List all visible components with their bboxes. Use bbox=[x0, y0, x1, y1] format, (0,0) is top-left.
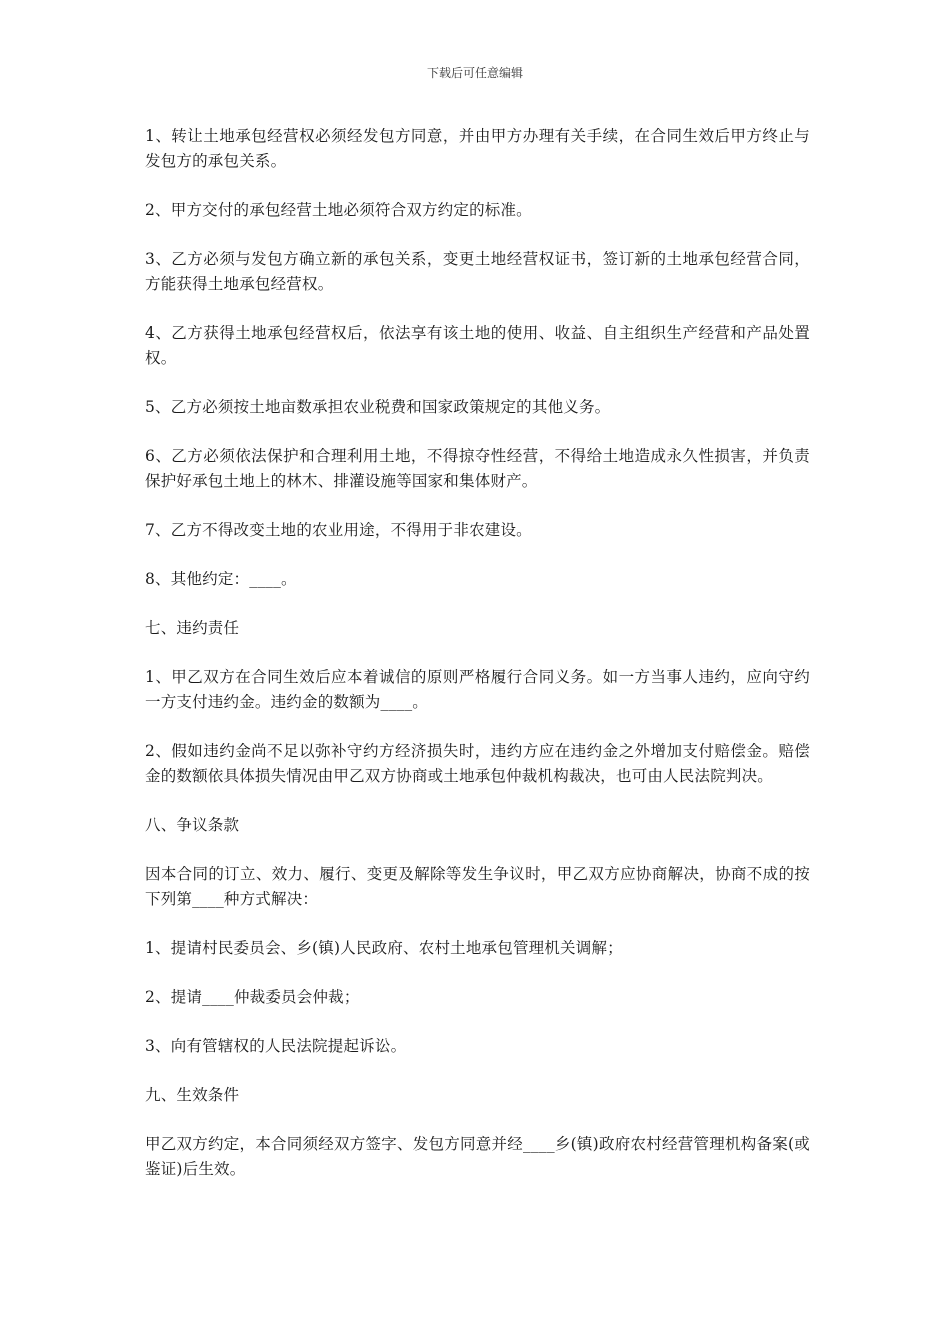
clause-liquidated-damages: 1、甲乙双方在合同生效后应本着诚信的原则严格履行合同义务。如一方当事人违约，应向守约一方支付违约金。违约金的数额为____。 bbox=[145, 668, 810, 711]
clause-litigation: 3、向有管辖权的人民法院提起诉讼。 bbox=[145, 1037, 407, 1055]
page-header: 下载后可任意编辑 bbox=[426, 66, 523, 80]
clause-compensation: 2、假如违约金尚不足以弥补守约方经济损失时，违约方应在违约金之外增加支付赔偿金。赔偿金的数额依具体损失情况由甲乙双方协商或土地承包仲裁机构裁决，也可由人民法院判决。 bbox=[145, 742, 810, 785]
clause-land-protection: 6、乙方必须依法保护和合理利用土地，不得掠夺性经营，不得给土地造成永久性损害，并负责保护好承包土地上的林木、排灌设施等国家和集体财产。 bbox=[145, 447, 810, 490]
clause-new-contract: 3、乙方必须与发包方确立新的承包关系，变更土地经营权证书，签订新的土地承包经营合同，方能获得土地承包经营权。 bbox=[145, 250, 810, 293]
clause-obligations: 5、乙方必须按土地亩数承担农业税费和国家政策规定的其他义务。 bbox=[145, 398, 611, 416]
clause-effectiveness: 甲乙双方约定，本合同须经双方签字、发包方同意并经____乡(镇)政府农村经营管理机构备案(或鉴证)后生效。 bbox=[145, 1135, 810, 1178]
clause-agricultural-use: 7、乙方不得改变土地的农业用途，不得用于非农建设。 bbox=[145, 521, 532, 539]
section-heading-dispute: 八、争议条款 bbox=[145, 816, 240, 834]
clause-other-agreements: 8、其他约定：____。 bbox=[145, 570, 297, 588]
section-heading-effectiveness: 九、生效条件 bbox=[145, 1086, 240, 1104]
clause-land-standard: 2、甲方交付的承包经营土地必须符合双方约定的标准。 bbox=[145, 201, 532, 219]
document-body bbox=[145, 124, 810, 1206]
clause-transfer-consent: 1、转让土地承包经营权必须经发包方同意，并由甲方办理有关手续，在合同生效后甲方终止与发包方的承包关系。 bbox=[145, 127, 810, 170]
clause-rights: 4、乙方获得土地承包经营权后，依法享有该土地的使用、收益、自主组织生产经营和产品处置权。 bbox=[145, 324, 810, 367]
clause-mediation: 1、提请村民委员会、乡(镇)人民政府、农村土地承包管理机关调解； bbox=[145, 939, 623, 957]
clause-dispute-resolution: 因本合同的订立、效力、履行、变更及解除等发生争议时，甲乙双方应协商解决，协商不成的按下列第____种方式解决： bbox=[145, 865, 810, 908]
clause-arbitration: 2、提请____仲裁委员会仲裁； bbox=[145, 988, 360, 1006]
section-heading-breach: 七、违约责任 bbox=[145, 619, 240, 637]
